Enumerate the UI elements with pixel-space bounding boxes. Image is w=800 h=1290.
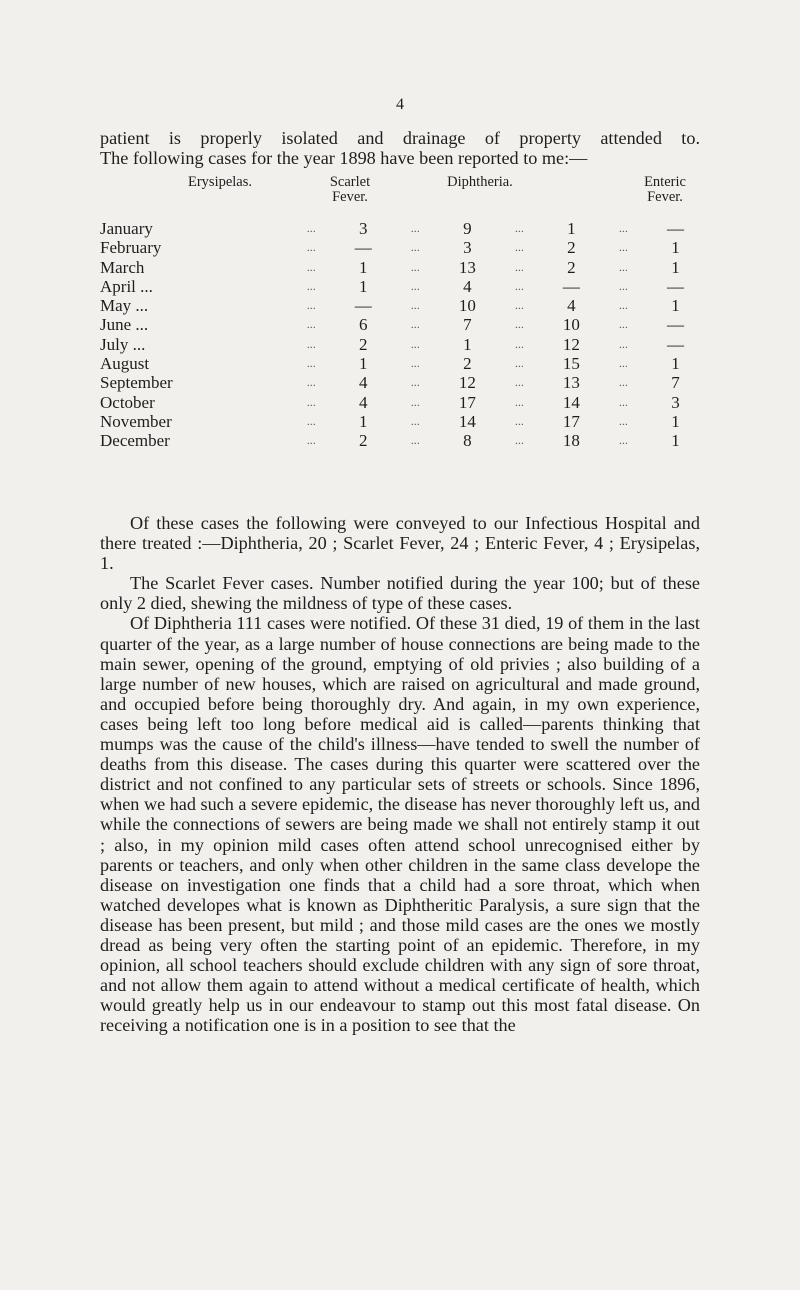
dot-leader: ... <box>618 240 628 255</box>
month-cell: March <box>100 257 145 277</box>
enteric-fever-cell: — <box>666 219 684 238</box>
scarlet-fever-cell: 10 <box>458 296 476 316</box>
scarlet-fever-cell: 17 <box>458 392 476 412</box>
diphtheria-cell: 2 <box>567 257 576 277</box>
dot-leader: ... <box>618 259 628 274</box>
dot-leader: ... <box>306 356 316 371</box>
dot-leader: ... <box>306 317 316 332</box>
dot-leader: ... <box>410 336 420 351</box>
enteric-fever-cell: — <box>666 315 684 335</box>
dot-leader: ... <box>514 375 524 390</box>
dot-leader: ... <box>514 221 524 235</box>
diphtheria-cell: — <box>562 276 580 296</box>
table-row <box>100 219 700 238</box>
table-row <box>100 412 700 431</box>
dot-leader: ... <box>618 356 628 371</box>
enteric-fever-cell: 1 <box>671 296 680 316</box>
erysipelas-cell: 1 <box>359 354 368 374</box>
dot-leader: ... <box>514 336 524 351</box>
dot-leader: ... <box>514 317 524 332</box>
scarlet-fever-cell: 1 <box>463 334 472 354</box>
dot-leader: ... <box>410 278 420 293</box>
diphtheria-cell: 1 <box>567 219 576 238</box>
diphtheria-cell: 12 <box>562 334 580 354</box>
month-cell: June ... <box>100 315 149 335</box>
dot-leader: ... <box>410 298 420 313</box>
header-enteric-fever: Enteric Fever. <box>644 174 686 205</box>
dot-leader: ... <box>618 375 628 390</box>
enteric-fever-cell: 1 <box>671 354 680 374</box>
erysipelas-cell: 6 <box>359 315 368 335</box>
erysipelas-cell: 2 <box>359 431 368 451</box>
dot-leader: ... <box>410 221 420 235</box>
table-row <box>100 335 700 354</box>
dot-leader: ... <box>306 221 316 235</box>
diphtheria-cell: 13 <box>562 373 580 393</box>
table-row <box>100 296 700 315</box>
dot-leader: ... <box>514 259 524 274</box>
dot-leader: ... <box>618 221 628 235</box>
dot-leader: ... <box>306 240 316 255</box>
scarlet-fever-cell: 14 <box>458 411 476 431</box>
dot-leader: ... <box>618 298 628 313</box>
paragraph-hospital: Of these cases the following were conveyed to our Infectious Hospital and there treated :—Diphtheria, 20 ; Scarlet Fever, 24 ; Enteric Fever, 4 ; Erysipelas, 1. <box>100 513 700 574</box>
erysipelas-cell: 4 <box>359 373 368 393</box>
enteric-fever-cell: 1 <box>671 238 680 258</box>
month-cell: October <box>100 392 155 412</box>
table-row <box>100 258 700 277</box>
month-cell: September <box>100 373 173 393</box>
dot-leader: ... <box>514 240 524 255</box>
dot-leader: ... <box>410 317 420 332</box>
diphtheria-cell: 18 <box>562 431 580 451</box>
paragraph-scarlet-fever: The Scarlet Fever cases. Number notified during the year 100; but of these only 2 died, shewing the mildness of type of these cases. <box>100 573 700 614</box>
month-cell: February <box>100 238 162 258</box>
dot-leader: ... <box>410 433 420 448</box>
dot-leader: ... <box>618 433 628 448</box>
paragraph-diphtheria: Of Diphtheria 111 cases were notified. Of these 31 died, 19 of them in the last quarter of the year, as a large number of house connections are being made to the main sewer, opening of the ground, emptying of old privies ; also building of a large number of new houses, which are raised on agricultural and made ground, and occupied before being thoroughly dry. And again, in my own experience, cases being left too long before medical aid is called—parents thinking that mumps was the cause of the child's illness—have tended to swell the number of deaths from this disease. The cases during this quarter were scattered over the district and not confined to any particular sets of streets or schools. Since 1896, when we had such a severe epidemic, the disease has never thoroughly left us, and while the connections of sewers are being made we shall not entirely stamp it out ; also, in my opinion mild cases often attend school unrecognised either by parents or teachers, and only when other children in the same class develope the disease on investigation one finds that a child had a sore throat, which when watched developes what is known as Diphtheritic Paralysis, a sure sign that the disease has been present, but mild ; and those mild cases are the ones we mostly dread as being very often the starting point of an epidemic. Therefore, in my opinion, all school teachers should exclude children with any sign of sore throat, and not allow them again to attend without a medical certificate of health, which would greatly help us in our endeavour to stamp out this most fatal disease. On receiving a notification one is in a position to see that the <box>100 613 700 1036</box>
header-scarlet-fever: Scarlet Fever. <box>329 174 371 205</box>
scarlet-fever-cell: 13 <box>458 257 476 277</box>
erysipelas-cell: 1 <box>359 411 368 431</box>
dot-leader: ... <box>514 356 524 371</box>
dot-leader: ... <box>306 259 316 274</box>
page-number: 4 <box>396 96 404 113</box>
dot-leader: ... <box>514 298 524 313</box>
intro-line-1: patient is properly isolated and drainage of property attended to. <box>100 128 700 148</box>
diphtheria-cell: 15 <box>562 354 580 374</box>
enteric-fever-cell: — <box>666 276 684 296</box>
enteric-fever-cell: 1 <box>671 431 680 451</box>
table-column-headers <box>100 175 700 215</box>
diphtheria-cell: 10 <box>562 315 580 335</box>
table-row <box>100 354 700 373</box>
month-cell: December <box>100 431 170 451</box>
enteric-fever-cell: 7 <box>671 373 680 393</box>
dot-leader: ... <box>306 413 316 428</box>
dot-leader: ... <box>306 394 316 409</box>
dot-leader: ... <box>618 317 628 332</box>
scarlet-fever-cell: 2 <box>463 354 472 374</box>
table-row <box>100 238 700 257</box>
dot-leader: ... <box>618 394 628 409</box>
diphtheria-cell: 2 <box>567 238 576 258</box>
scarlet-fever-cell: 3 <box>463 238 472 258</box>
scarlet-fever-cell: 8 <box>463 431 472 451</box>
dot-leader: ... <box>410 356 420 371</box>
dot-leader: ... <box>514 413 524 428</box>
dot-leader: ... <box>514 278 524 293</box>
scarlet-fever-cell: 7 <box>463 315 472 335</box>
dot-leader: ... <box>514 433 524 448</box>
month-cell: January <box>100 219 153 238</box>
cases-table <box>100 219 700 451</box>
intro-text <box>100 128 700 168</box>
dot-leader: ... <box>514 394 524 409</box>
dot-leader: ... <box>618 278 628 293</box>
month-cell: November <box>100 411 172 431</box>
erysipelas-cell: — <box>354 238 372 258</box>
diphtheria-cell: 4 <box>567 296 576 316</box>
erysipelas-cell: 3 <box>359 219 368 238</box>
dot-leader: ... <box>410 259 420 274</box>
table-row <box>100 393 700 412</box>
dot-leader: ... <box>618 413 628 428</box>
scarlet-fever-cell: 9 <box>463 219 472 238</box>
intro-line-2: The following cases for the year 1898 have been reported to me:— <box>100 148 588 168</box>
dot-leader: ... <box>306 278 316 293</box>
enteric-fever-cell: — <box>666 334 684 354</box>
dot-leader: ... <box>410 375 420 390</box>
dot-leader: ... <box>410 394 420 409</box>
enteric-fever-cell: 1 <box>671 411 680 431</box>
header-erysipelas: Erysipelas. <box>187 174 253 190</box>
diphtheria-cell: 14 <box>562 392 580 412</box>
dot-leader: ... <box>306 298 316 313</box>
table-row <box>100 373 700 392</box>
erysipelas-cell: — <box>354 296 372 316</box>
enteric-fever-cell: 3 <box>671 392 680 412</box>
header-diphtheria: Diphtheria. <box>447 174 513 190</box>
dot-leader: ... <box>306 336 316 351</box>
month-cell: July ... <box>100 334 146 354</box>
enteric-fever-cell: 1 <box>671 257 680 277</box>
erysipelas-cell: 1 <box>359 276 368 296</box>
dot-leader: ... <box>410 413 420 428</box>
body-text <box>100 513 700 1035</box>
month-cell: August <box>100 354 150 374</box>
table-row <box>100 315 700 334</box>
erysipelas-cell: 4 <box>359 392 368 412</box>
erysipelas-cell: 1 <box>359 257 368 277</box>
dot-leader: ... <box>306 433 316 448</box>
month-cell: April ... <box>100 276 153 296</box>
month-cell: May ... <box>100 296 149 316</box>
diphtheria-cell: 17 <box>562 411 580 431</box>
table-row <box>100 277 700 296</box>
dot-leader: ... <box>618 336 628 351</box>
dot-leader: ... <box>306 375 316 390</box>
scarlet-fever-cell: 12 <box>458 373 476 393</box>
table-row <box>100 431 700 450</box>
dot-leader: ... <box>410 240 420 255</box>
scarlet-fever-cell: 4 <box>463 276 472 296</box>
erysipelas-cell: 2 <box>359 334 368 354</box>
